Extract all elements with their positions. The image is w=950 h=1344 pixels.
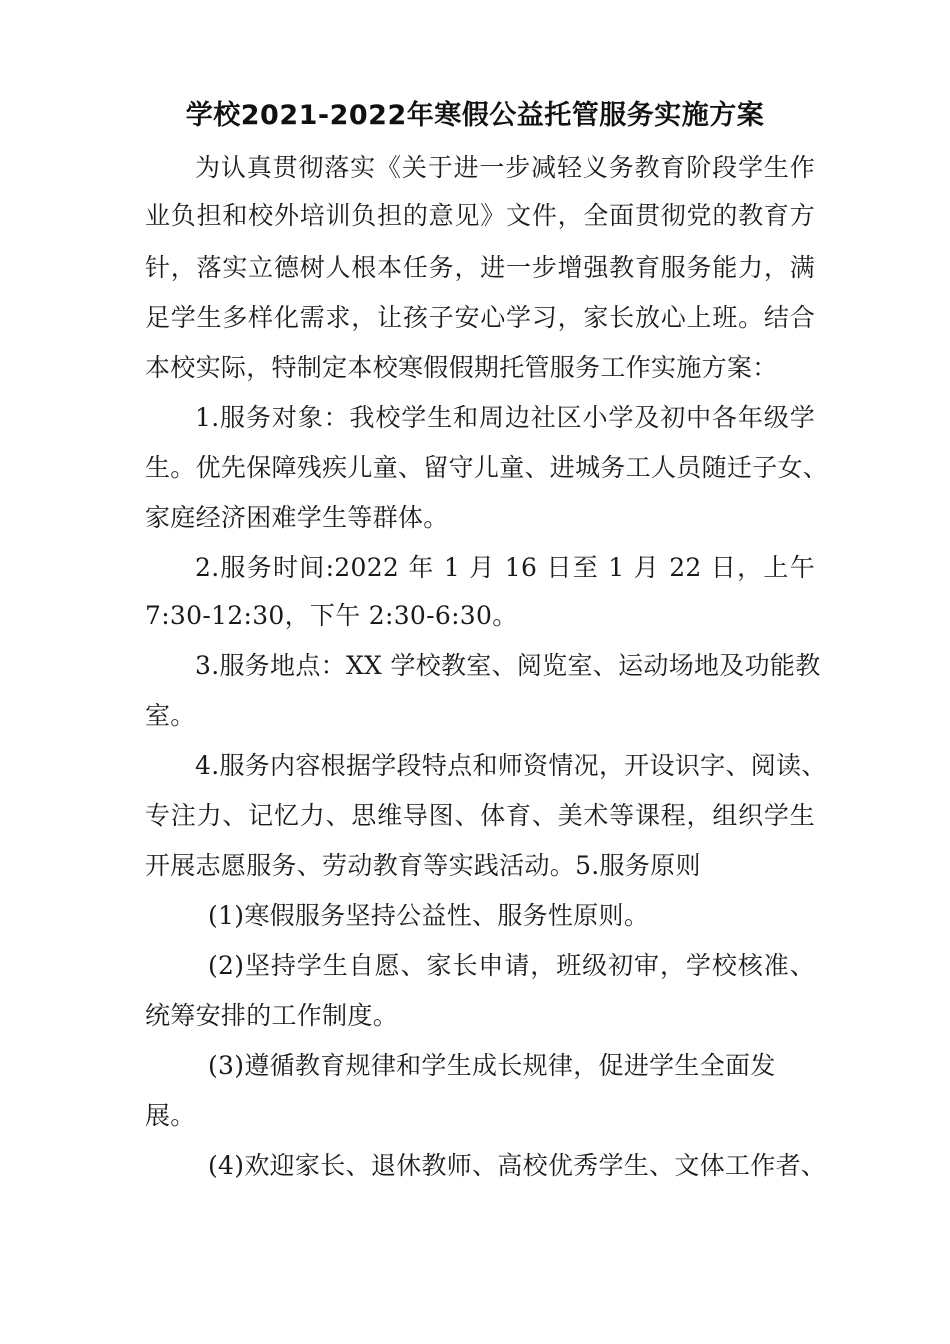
paragraph-line: 2.服务时间:2022 年 1 月 16 日至 1 月 22 日，上午: [195, 553, 815, 582]
paragraph-line: 4.服务内容根据学段特点和师资情况，开设识字、阅读、: [195, 751, 827, 780]
paragraph-line: (4)欢迎家长、退休教师、高校优秀学生、文体工作者、: [208, 1151, 827, 1180]
paragraph-line: (1)寒假服务坚持公益性、服务性原则。: [208, 901, 650, 930]
paragraph-line: 家庭经济困难学生等群体。: [145, 503, 449, 532]
paragraph-line: 开展志愿服务、劳动教育等实践活动。5.服务原则: [145, 851, 701, 880]
paragraph-line: 业负担和校外培训负担的意见》文件，全面贯彻党的教育方: [145, 201, 815, 230]
paragraph-line: 专注力、记忆力、思维导图、体育、美术等课程，组织学生: [145, 801, 815, 830]
paragraph-line: 展。: [145, 1101, 196, 1130]
paragraph-line: 3.服务地点：XX 学校教室、阅览室、运动场地及功能教: [195, 651, 821, 680]
paragraph-line: 本校实际，特制定本校寒假假期托管服务工作实施方案：: [145, 353, 778, 382]
paragraph-line: 7:30-12:30，下午 2:30-6:30。: [145, 601, 518, 630]
paragraph-line: (3)遵循教育规律和学生成长规律，促进学生全面发: [208, 1051, 776, 1080]
paragraph-line: 为认真贯彻落实《关于进一步减轻义务教育阶段学生作: [195, 153, 815, 182]
paragraph-line: (2)坚持学生自愿、家长申请，班级初审，学校核准、: [208, 951, 815, 980]
paragraph-line: 室。: [145, 701, 196, 730]
paragraph-line: 生。优先保障残疾儿童、留守儿童、进城务工人员随迁子女、: [145, 453, 829, 482]
paragraph-line: 1.服务对象：我校学生和周边社区小学及初中各年级学: [195, 403, 815, 432]
document-title: 学校2021-2022年寒假公益托管服务实施方案: [185, 100, 765, 131]
paragraph-line: 统筹安排的工作制度。: [145, 1001, 399, 1030]
paragraph-line: 足学生多样化需求，让孩子安心学习，家长放心上班。结合: [145, 303, 815, 332]
paragraph-line: 针，落实立德树人根本任务，进一步增强教育服务能力，满: [145, 253, 815, 282]
